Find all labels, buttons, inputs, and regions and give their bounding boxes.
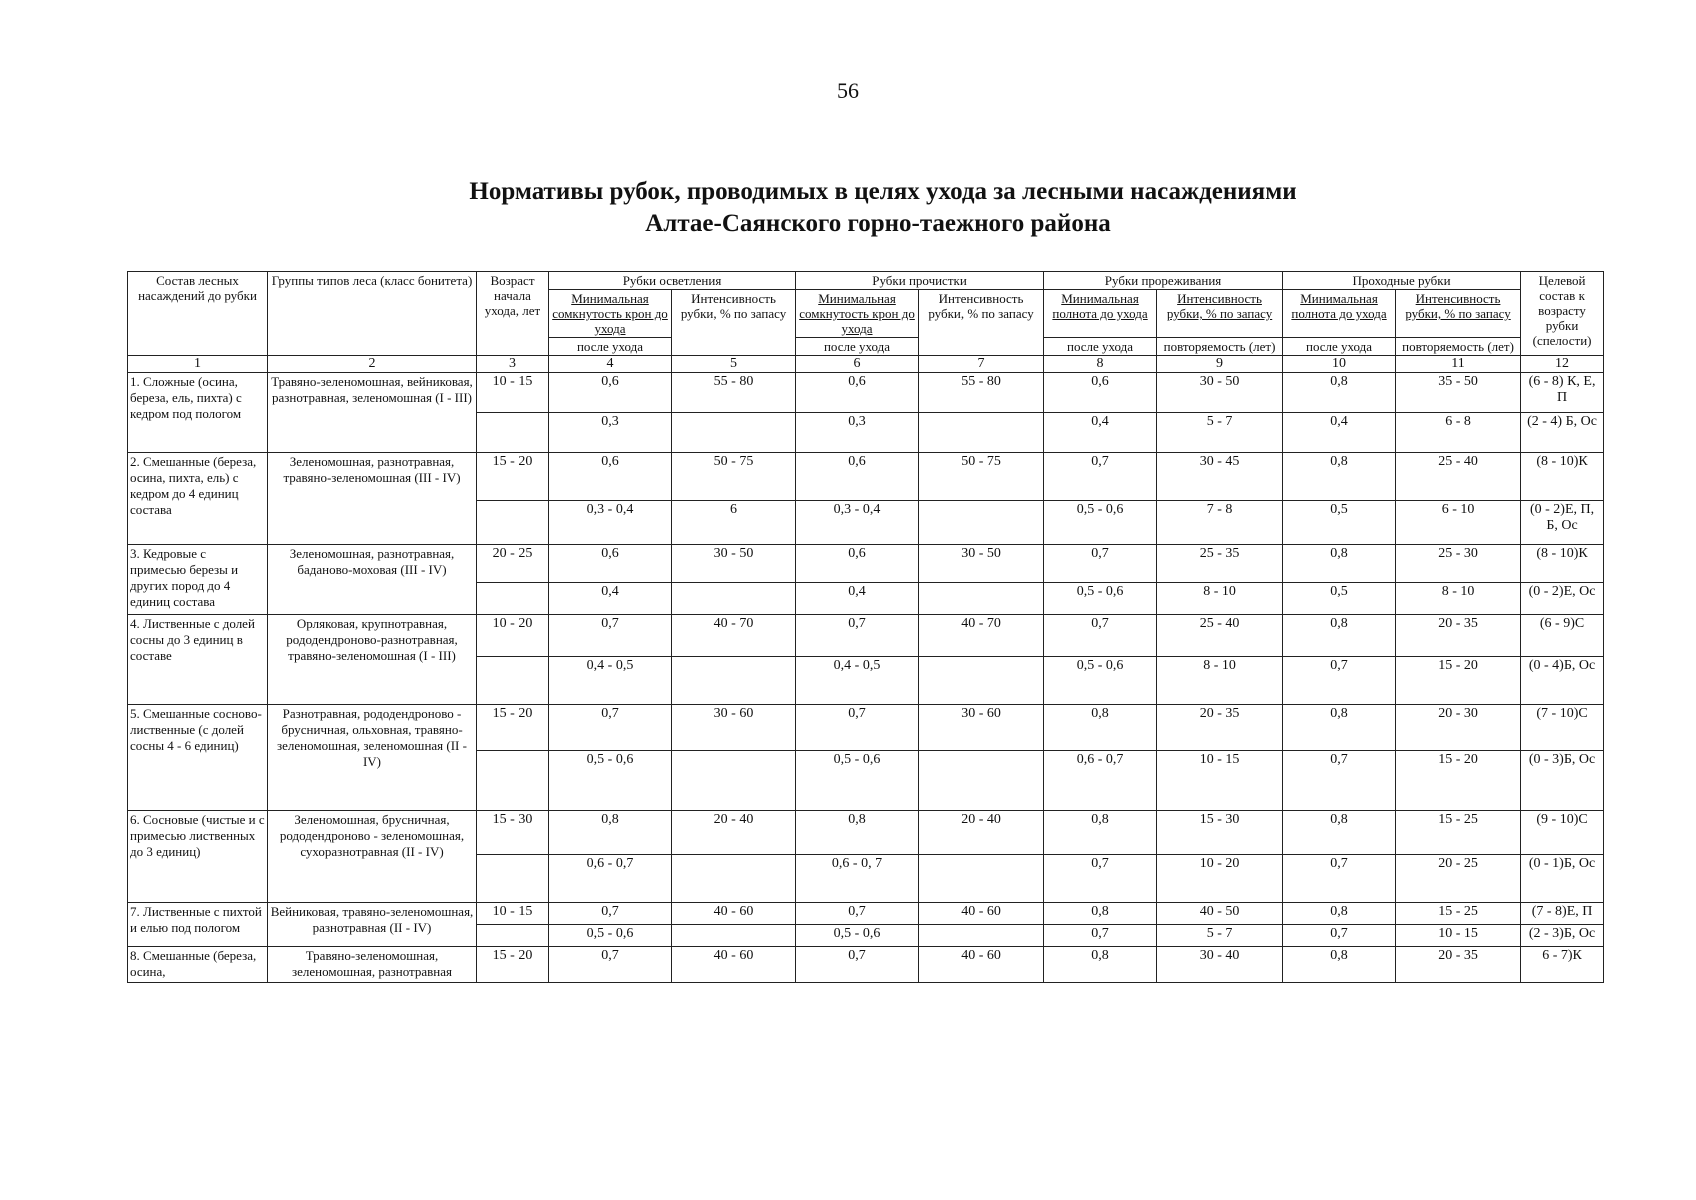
cell-min-closure-clearing: 0,4 - 0,5	[549, 657, 672, 705]
header-group-cleaning: Рубки прочистки	[796, 272, 1044, 290]
cell-min-density-passing: 0,8	[1283, 545, 1396, 583]
cell-min-density-passing: 0,8	[1283, 947, 1396, 983]
header-target-composition: Целевой состав к возрасту рубки (спелости)	[1521, 272, 1604, 356]
column-number: 6	[796, 356, 919, 373]
cell-min-closure-cleaning: 0,5 - 0,6	[796, 751, 919, 811]
cell-min-closure-cleaning: 0,5 - 0,6	[796, 925, 919, 947]
cell-min-closure-cleaning: 0,4	[796, 583, 919, 615]
cell-intensity-cleaning	[919, 751, 1044, 811]
cell-forest-types: Травяно-зеленомошная, вейниковая, разнотравная, зеленомошная (I - III)	[268, 373, 477, 453]
cell-intensity-thinning: 5 - 7	[1157, 413, 1283, 453]
cell-composition: 7. Лиственные с пихтой и елью под пологом	[128, 903, 268, 947]
document-title	[0, 176, 1696, 240]
header-group-thinning: Рубки прореживания	[1044, 272, 1283, 290]
cell-start-age: 10 - 20	[477, 615, 549, 657]
cell-intensity-cleaning	[919, 657, 1044, 705]
cell-forest-types: Разнотравная, рододендроново - брусничная, ольховная, травяно-зеленомошная, зеленомошная (II - IV)	[268, 705, 477, 811]
column-number: 5	[672, 356, 796, 373]
cell-intensity-cleaning: 30 - 50	[919, 545, 1044, 583]
cell-min-density-passing: 0,8	[1283, 373, 1396, 413]
cell-target-composition: (0 - 2)Е, Ос	[1521, 583, 1604, 615]
cell-composition: 4. Лиственные с долей сосны до 3 единиц в составе	[128, 615, 268, 705]
header-composition: Состав лесных насаждений до рубки	[128, 272, 268, 356]
cell-intensity-thinning: 20 - 35	[1157, 705, 1283, 751]
cell-start-age: 15 - 30	[477, 811, 549, 855]
cell-min-density-thinning: 0,8	[1044, 705, 1157, 751]
cell-min-density-passing: 0,5	[1283, 583, 1396, 615]
table-header	[128, 272, 1604, 373]
cell-min-density-passing: 0,7	[1283, 751, 1396, 811]
cell-intensity-passing: 15 - 20	[1396, 751, 1521, 811]
cell-intensity-clearing: 55 - 80	[672, 373, 796, 413]
cell-intensity-clearing: 40 - 60	[672, 903, 796, 925]
cell-min-closure-cleaning: 0,8	[796, 811, 919, 855]
cell-intensity-cleaning	[919, 925, 1044, 947]
cell-composition: 5. Смешанные сосново-лиственные (с долей сосны 4 - 6 единиц)	[128, 705, 268, 811]
column-number: 8	[1044, 356, 1157, 373]
header-min-density: Минимальная полнота до ухода	[1283, 290, 1396, 338]
cell-intensity-thinning: 5 - 7	[1157, 925, 1283, 947]
cell-composition: 3. Кедровые с примесью березы и других пород до 4 единиц состава	[128, 545, 268, 615]
cell-min-density-thinning: 0,8	[1044, 811, 1157, 855]
cell-forest-types: Зеленомошная, разнотравная, травяно-зеленомошная (III - IV)	[268, 453, 477, 545]
header-after-care: после ухода	[796, 338, 919, 356]
header-intensity: Интенсивность рубки, % по запасу	[672, 290, 796, 356]
cell-min-density-thinning: 0,6 - 0,7	[1044, 751, 1157, 811]
column-number: 12	[1521, 356, 1604, 373]
cell-forest-types: Вейниковая, травяно-зеленомошная, разнотравная (II - IV)	[268, 903, 477, 947]
norms-table	[127, 271, 1604, 983]
cell-intensity-thinning: 8 - 10	[1157, 583, 1283, 615]
column-number: 9	[1157, 356, 1283, 373]
cell-composition: 6. Сосновые (чистые и с примесью лиственных до 3 единиц)	[128, 811, 268, 903]
cell-min-density-thinning: 0,8	[1044, 947, 1157, 983]
cell-intensity-passing: 25 - 30	[1396, 545, 1521, 583]
cell-min-density-thinning: 0,5 - 0,6	[1044, 501, 1157, 545]
cell-min-density-passing: 0,8	[1283, 705, 1396, 751]
table-row	[128, 903, 1604, 925]
cell-target-composition: (0 - 3)Б, Ос	[1521, 751, 1604, 811]
column-number: 2	[268, 356, 477, 373]
header-intensity: Интенсивность рубки, % по запасу	[1396, 290, 1521, 338]
cell-intensity-passing: 20 - 25	[1396, 855, 1521, 903]
header-intensity: Интенсивность рубки, % по запасу	[919, 290, 1044, 356]
page-number: 56	[837, 78, 859, 103]
header-forest-types: Группы типов леса (класс бонитета)	[268, 272, 477, 356]
cell-intensity-thinning: 8 - 10	[1157, 657, 1283, 705]
cell-start-age: 10 - 15	[477, 373, 549, 413]
cell-intensity-clearing: 40 - 60	[672, 947, 796, 983]
header-group-clearing: Рубки осветления	[549, 272, 796, 290]
cell-intensity-cleaning	[919, 583, 1044, 615]
column-number: 7	[919, 356, 1044, 373]
cell-intensity-thinning: 40 - 50	[1157, 903, 1283, 925]
cell-min-closure-clearing: 0,5 - 0,6	[549, 925, 672, 947]
cell-min-density-passing: 0,5	[1283, 501, 1396, 545]
cell-intensity-cleaning: 40 - 70	[919, 615, 1044, 657]
cell-min-density-thinning: 0,7	[1044, 545, 1157, 583]
cell-intensity-cleaning: 20 - 40	[919, 811, 1044, 855]
cell-intensity-cleaning: 55 - 80	[919, 373, 1044, 413]
cell-min-closure-clearing: 0,7	[549, 705, 672, 751]
cell-intensity-cleaning	[919, 501, 1044, 545]
cell-composition: 2. Смешанные (береза, осина, пихта, ель) с кедром до 4 единиц состава	[128, 453, 268, 545]
table-row	[128, 705, 1604, 751]
cell-intensity-clearing	[672, 583, 796, 615]
cell-intensity-clearing: 30 - 60	[672, 705, 796, 751]
header-group-passing: Проходные рубки	[1283, 272, 1521, 290]
cell-min-closure-cleaning: 0,3	[796, 413, 919, 453]
cell-min-density-thinning: 0,6	[1044, 373, 1157, 413]
cell-intensity-clearing	[672, 925, 796, 947]
cell-target-composition: (8 - 10)К	[1521, 545, 1604, 583]
header-after-care: после ухода	[1044, 338, 1157, 356]
cell-composition: 8. Смешанные (береза, осина,	[128, 947, 268, 983]
cell-intensity-thinning: 10 - 20	[1157, 855, 1283, 903]
cell-intensity-passing: 15 - 25	[1396, 903, 1521, 925]
cell-target-composition: (0 - 2)Е, П, Б, Ос	[1521, 501, 1604, 545]
header-start-age: Возраст начала ухода, лет	[477, 272, 549, 356]
cell-min-closure-clearing: 0,7	[549, 615, 672, 657]
cell-target-composition: (7 - 10)С	[1521, 705, 1604, 751]
cell-intensity-passing: 35 - 50	[1396, 373, 1521, 413]
table-row	[128, 615, 1604, 657]
table-row	[128, 373, 1604, 413]
cell-min-density-thinning: 0,7	[1044, 855, 1157, 903]
cell-min-closure-clearing: 0,7	[549, 903, 672, 925]
cell-target-composition: (6 - 8) К, Е, П	[1521, 373, 1604, 413]
cell-min-closure-clearing: 0,3 - 0,4	[549, 501, 672, 545]
cell-composition: 1. Сложные (осина, береза, ель, пихта) с кедром под пологом	[128, 373, 268, 453]
cell-intensity-passing: 10 - 15	[1396, 925, 1521, 947]
cell-intensity-thinning: 7 - 8	[1157, 501, 1283, 545]
cell-start-age-empty	[477, 583, 549, 615]
cell-intensity-thinning: 30 - 50	[1157, 373, 1283, 413]
cell-intensity-passing: 20 - 30	[1396, 705, 1521, 751]
cell-min-closure-cleaning: 0,3 - 0,4	[796, 501, 919, 545]
cell-intensity-passing: 25 - 40	[1396, 453, 1521, 501]
cell-min-density-thinning: 0,4	[1044, 413, 1157, 453]
cell-target-composition: (0 - 4)Б, Ос	[1521, 657, 1604, 705]
table-row	[128, 545, 1604, 583]
cell-target-composition: (2 - 4) Б, Ос	[1521, 413, 1604, 453]
cell-forest-types: Зеленомошная, разнотравная, баданово-моховая (III - IV)	[268, 545, 477, 615]
table-row	[128, 947, 1604, 983]
cell-intensity-passing: 6 - 10	[1396, 501, 1521, 545]
cell-min-closure-cleaning: 0,6	[796, 545, 919, 583]
cell-target-composition: (6 - 9)С	[1521, 615, 1604, 657]
cell-min-closure-cleaning: 0,7	[796, 947, 919, 983]
header-min-closure: Минимальная сомкнутость крон до ухода	[549, 290, 672, 338]
cell-target-composition: (7 - 8)Е, П	[1521, 903, 1604, 925]
cell-intensity-passing: 15 - 25	[1396, 811, 1521, 855]
header-after-care: после ухода	[1283, 338, 1396, 356]
cell-forest-types: Травяно-зеленомошная, зеленомошная, разнотравная	[268, 947, 477, 983]
cell-intensity-clearing: 20 - 40	[672, 811, 796, 855]
cell-forest-types: Орляковая, крупнотравная, рододендроново-разнотравная, травяно-зеленомошная (I - III)	[268, 615, 477, 705]
cell-min-density-passing: 0,8	[1283, 903, 1396, 925]
cell-start-age: 10 - 15	[477, 903, 549, 925]
cell-intensity-passing: 20 - 35	[1396, 615, 1521, 657]
title-line-2: Алтае-Саянского горно-таежного района	[645, 210, 1111, 237]
cell-intensity-thinning: 30 - 45	[1157, 453, 1283, 501]
column-number: 11	[1396, 356, 1521, 373]
cell-min-closure-cleaning: 0,6	[796, 453, 919, 501]
header-min-density: Минимальная полнота до ухода	[1044, 290, 1157, 338]
title-line-1: Нормативы рубок, проводимых в целях ухода за лесными насаждениями	[469, 178, 1297, 205]
cell-intensity-thinning: 25 - 35	[1157, 545, 1283, 583]
cell-min-density-thinning: 0,8	[1044, 903, 1157, 925]
cell-min-density-passing: 0,4	[1283, 413, 1396, 453]
cell-min-closure-cleaning: 0,4 - 0,5	[796, 657, 919, 705]
cell-intensity-clearing	[672, 751, 796, 811]
cell-intensity-clearing	[672, 657, 796, 705]
cell-start-age: 15 - 20	[477, 947, 549, 983]
cell-forest-types: Зеленомошная, брусничная, рододендроново - зеленомошная, сухоразнотравная (II - IV)	[268, 811, 477, 903]
cell-min-closure-clearing: 0,5 - 0,6	[549, 751, 672, 811]
cell-intensity-clearing	[672, 855, 796, 903]
cell-target-composition: (2 - 3)Б, Ос	[1521, 925, 1604, 947]
header-repeat: повторяемость (лет)	[1396, 338, 1521, 356]
column-number: 1	[128, 356, 268, 373]
cell-min-density-thinning: 0,7	[1044, 615, 1157, 657]
cell-target-composition: (8 - 10)К	[1521, 453, 1604, 501]
table-body	[128, 373, 1604, 983]
cell-min-closure-clearing: 0,6	[549, 373, 672, 413]
cell-min-closure-clearing: 0,7	[549, 947, 672, 983]
table-row	[128, 811, 1604, 855]
cell-intensity-clearing: 30 - 50	[672, 545, 796, 583]
header-after-care: после ухода	[549, 338, 672, 356]
column-number-row	[128, 356, 1604, 373]
cell-min-density-passing: 0,7	[1283, 925, 1396, 947]
cell-intensity-clearing: 6	[672, 501, 796, 545]
cell-min-closure-cleaning: 0,6 - 0, 7	[796, 855, 919, 903]
cell-target-composition: (9 - 10)С	[1521, 811, 1604, 855]
cell-intensity-thinning: 15 - 30	[1157, 811, 1283, 855]
cell-intensity-passing: 20 - 35	[1396, 947, 1521, 983]
cell-min-closure-cleaning: 0,7	[796, 615, 919, 657]
cell-intensity-clearing: 50 - 75	[672, 453, 796, 501]
cell-min-density-thinning: 0,7	[1044, 925, 1157, 947]
cell-min-closure-clearing: 0,3	[549, 413, 672, 453]
cell-start-age: 15 - 20	[477, 705, 549, 751]
cell-min-density-passing: 0,7	[1283, 855, 1396, 903]
cell-intensity-passing: 6 - 8	[1396, 413, 1521, 453]
column-number: 10	[1283, 356, 1396, 373]
cell-intensity-cleaning: 30 - 60	[919, 705, 1044, 751]
cell-start-age-empty	[477, 413, 549, 453]
cell-intensity-thinning: 30 - 40	[1157, 947, 1283, 983]
cell-start-age-empty	[477, 855, 549, 903]
cell-min-density-thinning: 0,5 - 0,6	[1044, 583, 1157, 615]
cell-start-age-empty	[477, 657, 549, 705]
cell-min-closure-cleaning: 0,7	[796, 705, 919, 751]
cell-min-density-thinning: 0,5 - 0,6	[1044, 657, 1157, 705]
column-number: 4	[549, 356, 672, 373]
cell-min-density-passing: 0,7	[1283, 657, 1396, 705]
header-repeat: повторяемость (лет)	[1157, 338, 1283, 356]
cell-min-closure-cleaning: 0,6	[796, 373, 919, 413]
cell-min-closure-clearing: 0,4	[549, 583, 672, 615]
cell-start-age-empty	[477, 925, 549, 947]
cell-min-density-passing: 0,8	[1283, 453, 1396, 501]
cell-intensity-cleaning	[919, 855, 1044, 903]
cell-intensity-cleaning: 40 - 60	[919, 947, 1044, 983]
cell-intensity-thinning: 10 - 15	[1157, 751, 1283, 811]
cell-intensity-passing: 15 - 20	[1396, 657, 1521, 705]
cell-intensity-cleaning	[919, 413, 1044, 453]
cell-min-density-passing: 0,8	[1283, 615, 1396, 657]
cell-min-density-passing: 0,8	[1283, 811, 1396, 855]
cell-min-closure-clearing: 0,6	[549, 545, 672, 583]
cell-target-composition: 6 - 7)К	[1521, 947, 1604, 983]
cell-intensity-clearing	[672, 413, 796, 453]
cell-start-age-empty	[477, 751, 549, 811]
cell-intensity-cleaning: 40 - 60	[919, 903, 1044, 925]
cell-min-closure-clearing: 0,6 - 0,7	[549, 855, 672, 903]
header-intensity: Интенсивность рубки, % по запасу	[1157, 290, 1283, 338]
cell-start-age-empty	[477, 501, 549, 545]
cell-min-closure-cleaning: 0,7	[796, 903, 919, 925]
cell-start-age: 20 - 25	[477, 545, 549, 583]
cell-intensity-clearing: 40 - 70	[672, 615, 796, 657]
header-min-closure: Минимальная сомкнутость крон до ухода	[796, 290, 919, 338]
cell-min-closure-clearing: 0,8	[549, 811, 672, 855]
table-row	[128, 453, 1604, 501]
cell-min-density-thinning: 0,7	[1044, 453, 1157, 501]
cell-start-age: 15 - 20	[477, 453, 549, 501]
cell-intensity-thinning: 25 - 40	[1157, 615, 1283, 657]
cell-min-closure-clearing: 0,6	[549, 453, 672, 501]
cell-target-composition: (0 - 1)Б, Ос	[1521, 855, 1604, 903]
cell-intensity-cleaning: 50 - 75	[919, 453, 1044, 501]
column-number: 3	[477, 356, 549, 373]
cell-intensity-passing: 8 - 10	[1396, 583, 1521, 615]
